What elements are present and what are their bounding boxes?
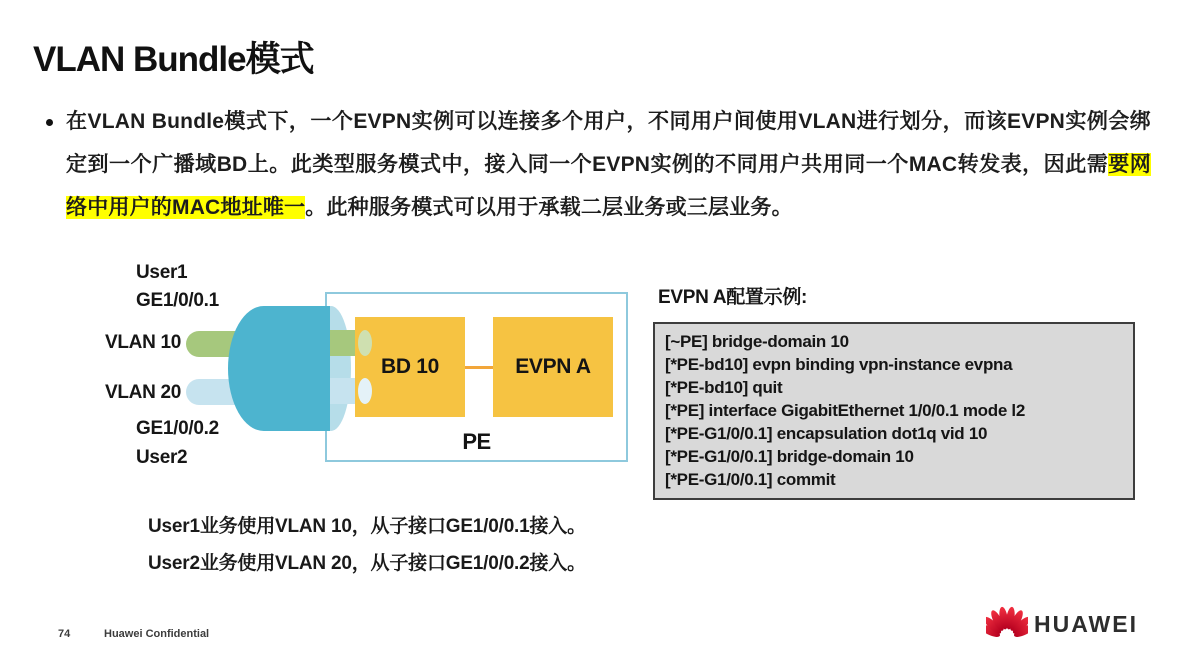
huawei-logo-icon	[986, 605, 1028, 645]
page-number: 74	[58, 628, 71, 640]
label-vlan20: VLAN 20	[105, 382, 182, 403]
config-line: [*PE-G1/0/0.1] bridge-domain 10	[665, 447, 914, 466]
pe-device-label: PE	[462, 429, 491, 454]
label-ge1-0-0-1: GE1/0/0.1	[136, 290, 219, 311]
bundle-tube-body	[228, 306, 330, 431]
bullet-paragraph	[66, 100, 1151, 229]
brand-name: HUAWEI	[1034, 611, 1138, 637]
config-line: [*PE] interface GigabitEthernet 1/0/0.1 mode l2	[665, 401, 1026, 420]
evpn-a-node: EVPN A	[493, 317, 613, 417]
bullet-text-before: 在VLAN Bundle模式下，一个EVPN实例可以连接多个用户，不同用户间使用VLAN进行划分，而该EVPN实例会绑定到一个广播域BD上。此类型服务模式中，接入同一个EVPN实例的不同用户共用同一个MAC转发表，因此需	[66, 110, 1151, 176]
confidential-label: Huawei Confidential	[104, 628, 210, 640]
bd10-node: BD 10	[355, 317, 465, 417]
config-line: [*PE-G1/0/0.1] commit	[665, 470, 836, 489]
bullet-text-after: 。此种服务模式可以用于承载二层业务或三层业务。	[305, 196, 793, 219]
label-ge1-0-0-2: GE1/0/0.2	[136, 418, 219, 439]
label-user1: User1	[136, 262, 188, 283]
highlighted-text: 要网络中用户的MAC地址唯一	[66, 153, 1151, 219]
bd-evpn-connector-line	[465, 366, 493, 369]
config-line: [*PE-G1/0/0.1] encapsulation dot1q vid 10	[665, 424, 988, 443]
config-line: [*PE-bd10] evpn binding vpn-instance evpna	[665, 355, 1013, 374]
config-code-block	[653, 322, 1135, 500]
page-title: VLAN Bundle模式	[33, 40, 314, 79]
config-example-title: EVPN A配置示例:	[658, 287, 808, 308]
label-user2: User2	[136, 447, 188, 468]
note-user1: User1业务使用VLAN 10，从子接口GE1/0/0.1接入。	[148, 516, 586, 537]
vlan10-tube-right-cap	[358, 330, 372, 356]
config-line: [~PE] bridge-domain 10	[665, 332, 849, 351]
label-vlan10: VLAN 10	[105, 332, 182, 353]
vlan20-tube-right-cap	[358, 378, 372, 404]
config-line: [*PE-bd10] quit	[665, 378, 783, 397]
bullet-marker	[46, 119, 53, 126]
note-user2: User2业务使用VLAN 20，从子接口GE1/0/0.2接入。	[148, 553, 586, 574]
